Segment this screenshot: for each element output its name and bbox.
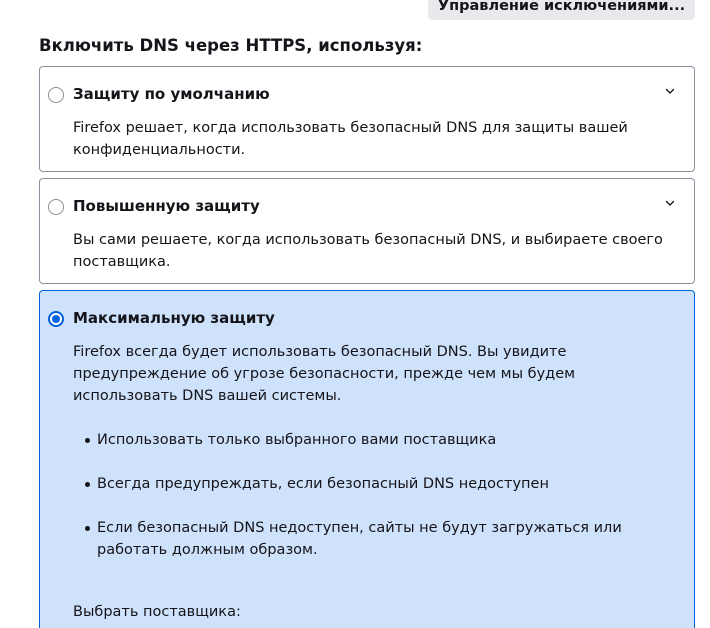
option-description: Вы сами решаете, когда использовать безопасный DNS, и выбираете своего поставщика. <box>73 232 663 270</box>
option-increased-protection[interactable] <box>39 178 695 284</box>
chevron-down-icon[interactable] <box>664 85 676 97</box>
chevron-down-icon[interactable] <box>664 197 676 209</box>
provider-label: Выбрать поставщика: <box>73 604 241 620</box>
option-title: Защиту по умолчанию <box>73 85 270 103</box>
radio-default-protection[interactable] <box>48 87 64 103</box>
option-title: Максимальную защиту <box>73 309 275 327</box>
section-title: Включить DNS через HTTPS, используя: <box>39 36 423 55</box>
radio-increased-protection[interactable] <box>48 199 64 215</box>
option-title: Повышенную защиту <box>73 197 260 215</box>
manage-exceptions-button[interactable]: Управление исключениями... <box>428 0 695 20</box>
list-item: Если безопасный DNS недоступен, сайты не будут загружаться или работать должным образом. <box>73 517 683 561</box>
option-description: Firefox всегда будет использовать безопасный DNS. Вы увидите предупреждение об угрозе безопасности, прежде чем мы будем использовать DNS вашей системы. <box>73 344 576 404</box>
option-default-protection[interactable] <box>39 66 695 172</box>
radio-max-protection[interactable] <box>48 311 64 327</box>
list-item: Использовать только выбранного вами поставщика <box>73 429 683 451</box>
feature-list <box>73 429 683 583</box>
list-item: Всегда предупреждать, если безопасный DNS недоступен <box>73 473 683 495</box>
option-description: Firefox решает, когда использовать безопасный DNS для защиты вашей конфиденциальности. <box>73 120 628 158</box>
option-max-protection[interactable] <box>39 290 695 628</box>
